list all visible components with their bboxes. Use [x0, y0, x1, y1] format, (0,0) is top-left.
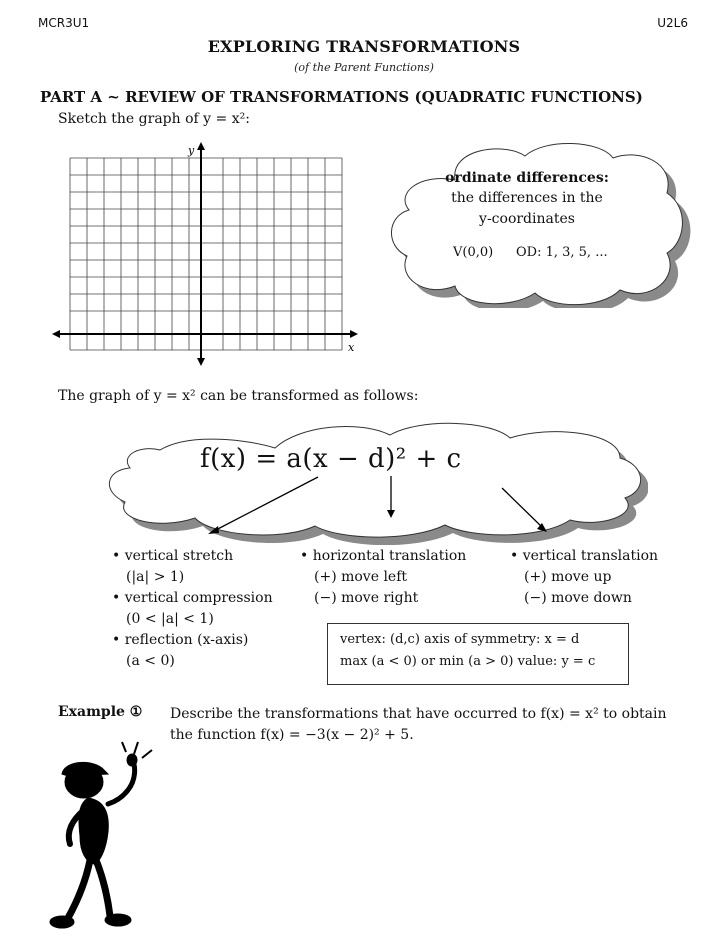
axis-arrows — [52, 142, 358, 366]
coordinate-grid — [50, 140, 370, 370]
column-d — [300, 546, 466, 609]
example-line-1: Describe the transformations that have occurred to f(x) = x² to obtain — [170, 706, 667, 722]
cloud-line-1: the differences in the — [451, 190, 603, 206]
example-label: Example ① — [58, 704, 143, 720]
summary-line-2: max (a < 0) or min (a > 0) value: y = c — [340, 654, 596, 669]
bullet-reflection: • reflection (x-axis) — [112, 632, 249, 648]
page-title: EXPLORING TRANSFORMATIONS — [207, 37, 521, 56]
bullet-vertical-compression: • vertical compression — [112, 590, 273, 606]
vertical-stretch-condition: (|a| > 1) — [126, 569, 185, 585]
example-line-2: the function f(x) = −3(x − 2)² + 5. — [170, 727, 414, 743]
column-c — [510, 546, 658, 609]
bullet-vertical-translation: • vertical translation — [510, 548, 659, 564]
page-subtitle: (of the Parent Functions) — [294, 61, 434, 74]
axes — [56, 146, 354, 362]
part-a-heading: PART A ~ REVIEW OF TRANSFORMATIONS (QUADRATIC FUNCTIONS) — [40, 88, 643, 106]
vertical-minus: (−) move down — [524, 590, 632, 606]
cloud-vertex: V(0,0) — [453, 245, 494, 260]
summary-line-1: vertex: (d,c) axis of symmetry: x = d — [340, 632, 580, 647]
lesson-code: U2L6 — [657, 16, 688, 30]
horizontal-minus: (−) move right — [314, 590, 419, 606]
vertical-plus: (+) move up — [524, 569, 612, 585]
transform-intro: The graph of y = x² can be transformed as follows: — [58, 388, 419, 404]
equation-cloud — [100, 410, 648, 545]
column-a — [112, 546, 273, 672]
horizontal-plus: (+) move left — [314, 569, 408, 585]
sketch-prompt: Sketch the graph of y = x²: — [58, 111, 250, 127]
x-axis-label: x — [348, 341, 355, 354]
equation-main: f(x) = a(x − d)² + c — [200, 444, 462, 474]
cloud-heading: ordinate differences: — [445, 170, 609, 186]
thinking-figure-icon — [48, 740, 158, 935]
vertical-compression-condition: (0 < |a| < 1) — [126, 611, 214, 627]
grid-lines — [70, 158, 342, 350]
cloud-line-2: y-coordinates — [479, 211, 575, 227]
cloud-od: OD: 1, 3, 5, ... — [516, 245, 608, 260]
bullet-vertical-stretch: • vertical stretch — [112, 548, 234, 564]
example-text — [170, 704, 690, 746]
reflection-condition: (a < 0) — [126, 653, 175, 669]
y-axis-label: y — [188, 144, 195, 157]
summary-box — [327, 623, 629, 685]
bullet-horizontal-translation: • horizontal translation — [300, 548, 467, 564]
course-code: MCR3U1 — [38, 16, 90, 30]
